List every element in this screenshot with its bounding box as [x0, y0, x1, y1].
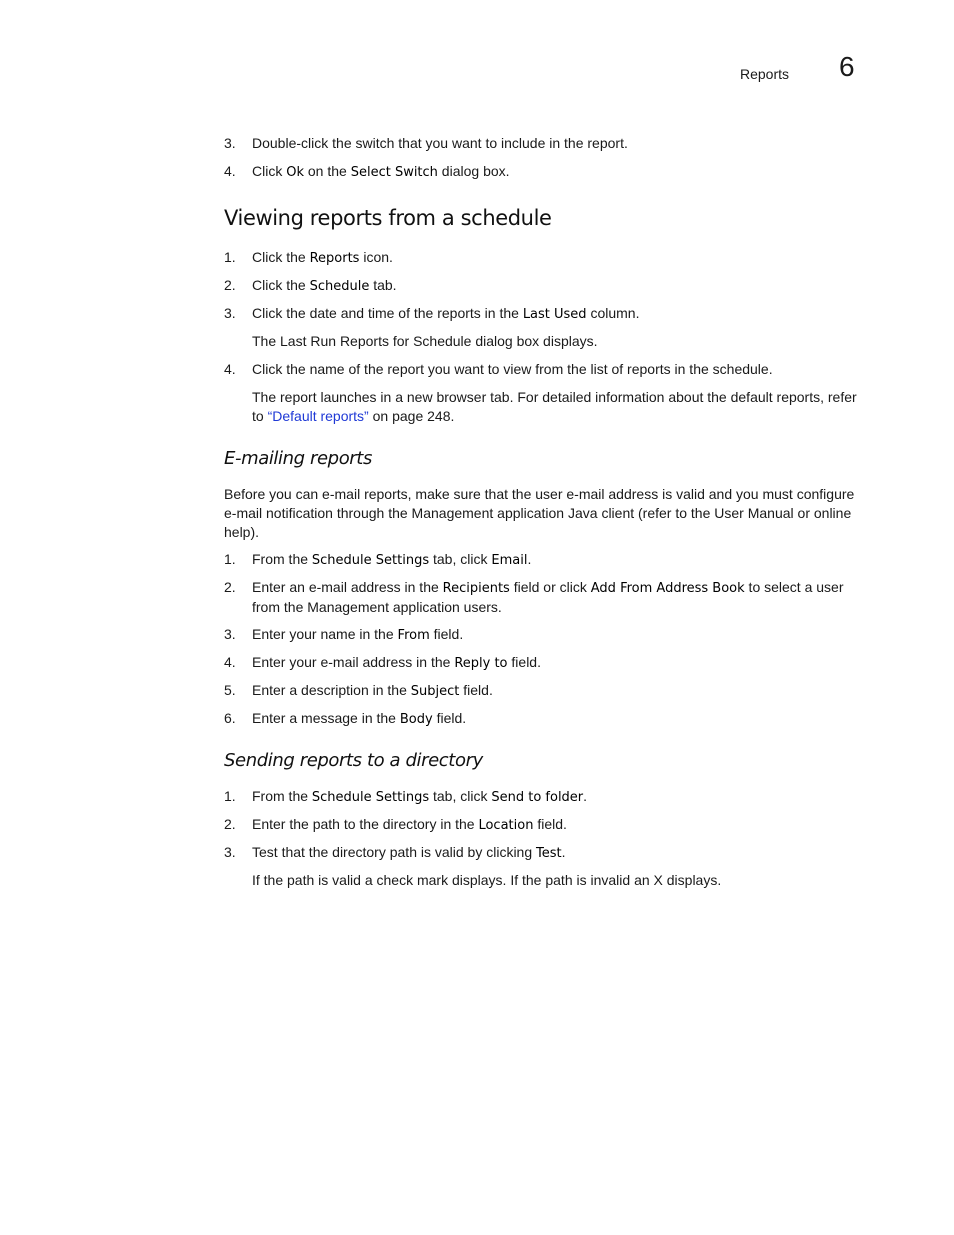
step-text-post: dialog box. [437, 163, 510, 179]
step-text [252, 843, 870, 863]
step-number: 6. [224, 710, 236, 726]
ui-term-add-from-address-book: Add From Address Book [590, 581, 745, 596]
viewing-step-2 [224, 276, 870, 296]
step-number: 4. [224, 654, 236, 670]
step-number: 2. [224, 579, 236, 595]
step-text-post: . [527, 551, 532, 567]
step-text-pre: From the [252, 551, 312, 567]
ui-term-last-used: Last Used [522, 307, 587, 322]
step-text-post: icon. [359, 249, 393, 265]
emailing-step-6 [224, 709, 870, 729]
step-text [252, 578, 870, 617]
emailing-step-3 [224, 625, 870, 645]
step-text-post: tab. [369, 277, 397, 293]
step-text-post: to select a user from the Management application users. [252, 579, 844, 615]
step-text-pre: Enter your e-mail address in the [252, 654, 455, 670]
intro-step-4 [224, 162, 870, 182]
step-text-post: field. [429, 626, 464, 642]
viewing-step-4-note [252, 388, 870, 426]
step-text [252, 162, 870, 182]
sending-step-3-note: If the path is valid a check mark displays. If the path is invalid an X displays. [252, 872, 722, 888]
step-text-pre: Click the date and time of the reports in the [252, 305, 523, 321]
ui-term-recipients: Recipients [442, 581, 510, 596]
emailing-step-1 [224, 550, 870, 570]
step-text-post: column. [586, 305, 640, 321]
chapter-number: 6 [839, 51, 855, 82]
note-text-post: on page 248. [368, 408, 455, 424]
subsection-title-sending: Sending reports to a directory [224, 750, 483, 771]
step-number: 3. [224, 844, 236, 860]
step-text-mid: tab, click [429, 788, 492, 804]
step-text: Double-click the switch that you want to include in the report. [252, 135, 628, 151]
step-text-post: field. [533, 816, 567, 832]
ui-term-reports: Reports [309, 251, 360, 266]
ui-term-from: From [397, 628, 430, 643]
ui-term-email: Email [491, 553, 528, 568]
step-text-pre: Test that the directory path is valid by clicking [252, 844, 537, 860]
step-text [252, 815, 870, 835]
step-text-pre: Enter a description in the [252, 682, 411, 698]
ui-term-location: Location [478, 818, 534, 833]
step-text: Click the name of the report you want to view from the list of reports in the schedule. [252, 361, 773, 377]
step-text-pre: From the [252, 788, 312, 804]
step-text-post: field. [507, 654, 541, 670]
step-text-pre: Click the [252, 277, 310, 293]
step-text-pre: Click the [252, 249, 310, 265]
sending-step-3 [224, 843, 870, 863]
step-number: 3. [224, 305, 236, 321]
viewing-step-1 [224, 248, 870, 268]
chapter-label: Reports [740, 66, 790, 82]
step-number: 1. [224, 788, 236, 804]
ui-term-subject: Subject [410, 684, 460, 699]
step-text [252, 625, 870, 645]
ui-term-schedule-settings: Schedule Settings [311, 790, 430, 805]
emailing-intro: Before you can e-mail reports, make sure that the user e-mail address is valid and you must configure e-mail notification through the Management application Java client (refer to the User Manual or online help). [224, 486, 855, 540]
viewing-step-3-note: The Last Run Reports for Schedule dialog box displays. [252, 333, 598, 349]
step-text-post: field. [459, 682, 493, 698]
step-text-pre: Click [252, 163, 287, 179]
intro-step-3 [224, 134, 870, 153]
step-number: 1. [224, 249, 236, 265]
step-text-mid: field or click [509, 579, 591, 595]
step-text [252, 276, 870, 296]
ui-term-body: Body [399, 712, 433, 727]
viewing-step-4 [224, 360, 870, 379]
ui-term-schedule-settings: Schedule Settings [311, 553, 430, 568]
step-text-pre: Enter an e-mail address in the [252, 579, 443, 595]
note-text-pre: The report launches in a new browser tab. For detailed information about the default reports, refer to [252, 389, 857, 424]
default-reports-link[interactable]: “Default reports” [267, 408, 369, 424]
step-text-pre: Enter your name in the [252, 626, 398, 642]
step-text [252, 653, 870, 673]
step-number: 2. [224, 816, 236, 832]
emailing-step-4 [224, 653, 870, 673]
step-text [252, 709, 870, 729]
sending-step-1 [224, 787, 870, 807]
section-title-viewing: Viewing reports from a schedule [224, 206, 552, 230]
step-text [252, 248, 870, 268]
step-text-post: . [561, 844, 566, 860]
step-text-post: . [583, 788, 588, 804]
step-text [252, 681, 870, 701]
sending-step-2 [224, 815, 870, 835]
step-text [252, 550, 870, 570]
step-number: 4. [224, 163, 236, 179]
step-number: 2. [224, 277, 236, 293]
subsection-title-emailing: E-mailing reports [224, 448, 372, 469]
emailing-step-5 [224, 681, 870, 701]
step-text-pre: Enter a message in the [252, 710, 400, 726]
step-text [252, 787, 870, 807]
step-number: 3. [224, 135, 236, 151]
step-text-post: field. [432, 710, 467, 726]
emailing-step-2 [224, 578, 870, 617]
ui-term-schedule: Schedule [309, 279, 370, 294]
ui-term-test: Test [536, 846, 562, 861]
step-text [252, 304, 870, 324]
ui-term-ok: Ok [286, 165, 304, 180]
step-number: 5. [224, 682, 236, 698]
step-number: 4. [224, 361, 236, 377]
ui-term-reply-to: Reply to [454, 656, 508, 671]
ui-term-select-switch: Select Switch [350, 165, 438, 180]
step-number: 3. [224, 626, 236, 642]
step-number: 1. [224, 551, 236, 567]
viewing-step-3 [224, 304, 870, 324]
step-text-mid: tab, click [429, 551, 492, 567]
step-text-mid: on the [304, 163, 351, 179]
step-text-pre: Enter the path to the directory in the [252, 816, 479, 832]
ui-term-send-to-folder: Send to folder [491, 790, 584, 805]
